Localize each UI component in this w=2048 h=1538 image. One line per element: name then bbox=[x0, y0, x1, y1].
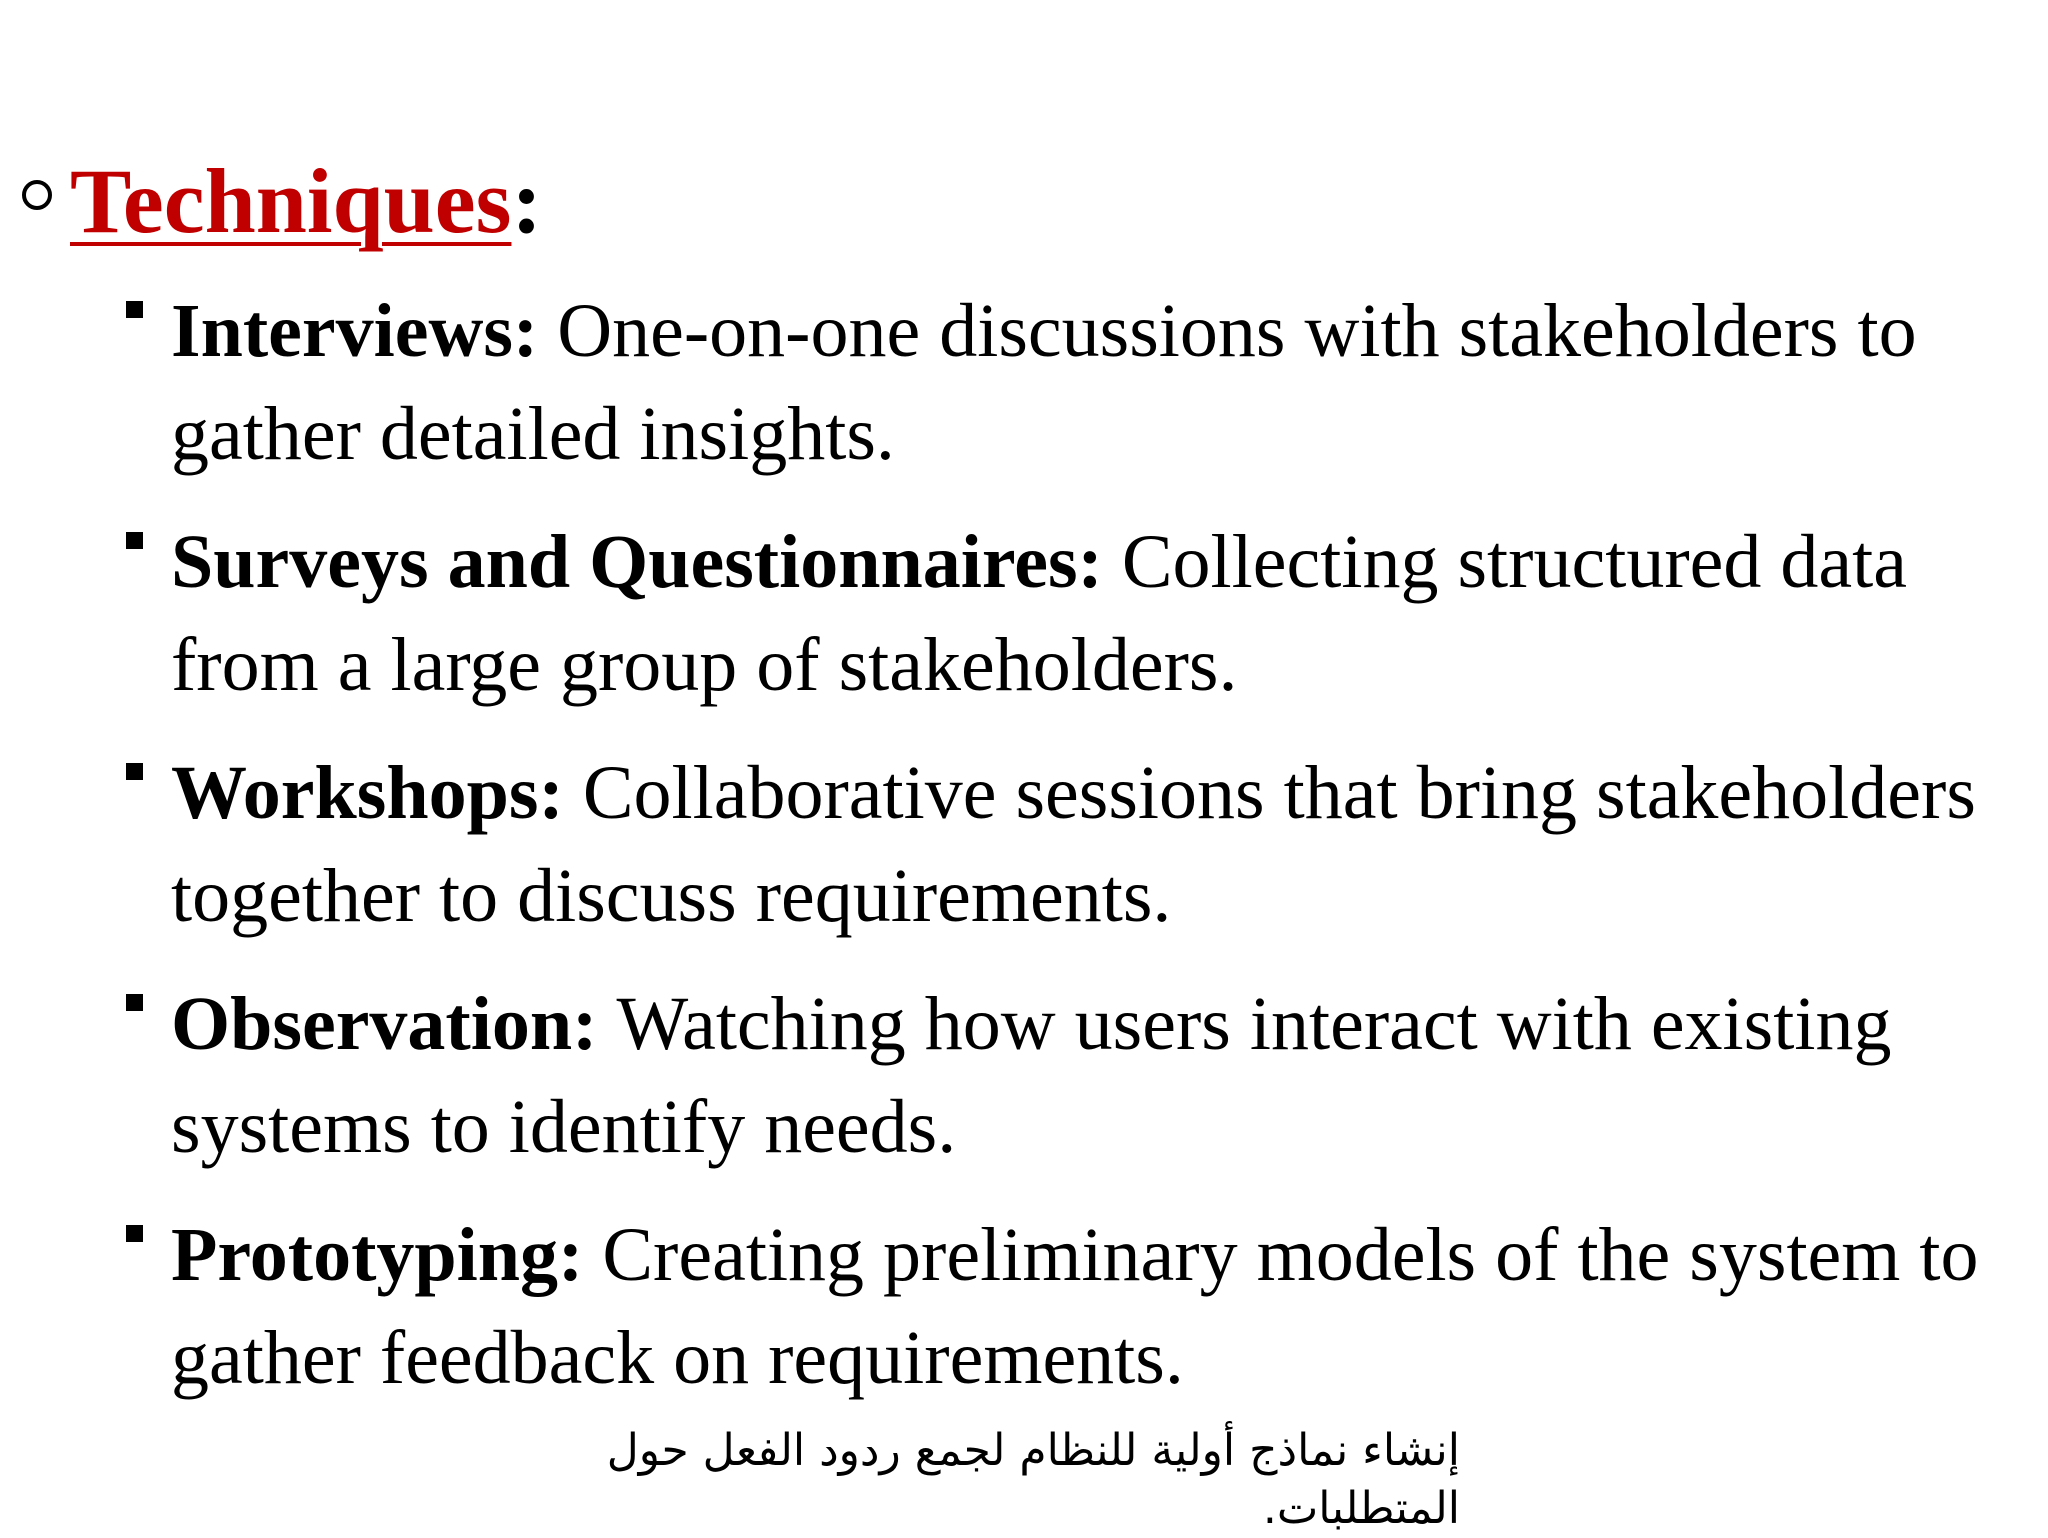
square-bullet-icon bbox=[126, 1225, 143, 1242]
heading-colon: : bbox=[511, 150, 543, 252]
item-description: Collecting structured data from a large group of stakeholders. bbox=[171, 520, 1907, 707]
heading-title: Techniques bbox=[70, 150, 512, 252]
arabic-translation-note: إنشاء نماذج أولية للنظام لجمع ردود الفعل حول المتطلبات. bbox=[606, 1425, 1460, 1534]
technique-list bbox=[126, 280, 2026, 1435]
square-bullet-icon bbox=[126, 994, 143, 1011]
square-bullet-icon bbox=[126, 532, 143, 549]
square-bullet-icon bbox=[126, 301, 143, 318]
section-heading bbox=[22, 146, 542, 256]
hollow-circle-bullet-icon bbox=[22, 180, 52, 210]
list-item bbox=[126, 1204, 2026, 1410]
item-term: Observation: bbox=[171, 982, 617, 1066]
item-description: Watching how users interact with existing systems to identify needs. bbox=[171, 982, 1892, 1169]
list-item bbox=[126, 973, 2026, 1179]
item-term: Workshops: bbox=[171, 751, 583, 835]
item-description: Collaborative sessions that bring stakeholders together to discuss requirements. bbox=[171, 751, 1976, 938]
item-term: Prototyping: bbox=[171, 1213, 603, 1297]
list-item bbox=[126, 742, 2026, 948]
item-term: Surveys and Questionnaires: bbox=[171, 520, 1122, 604]
list-item bbox=[126, 511, 2026, 717]
item-description: One-on-one discussions with stakeholders to gather detailed insights. bbox=[171, 289, 1917, 476]
item-term: Interviews: bbox=[171, 289, 558, 373]
square-bullet-icon bbox=[126, 763, 143, 780]
item-description: Creating preliminary models of the system to gather feedback on requirements. bbox=[171, 1213, 1979, 1400]
list-item bbox=[126, 280, 2026, 486]
